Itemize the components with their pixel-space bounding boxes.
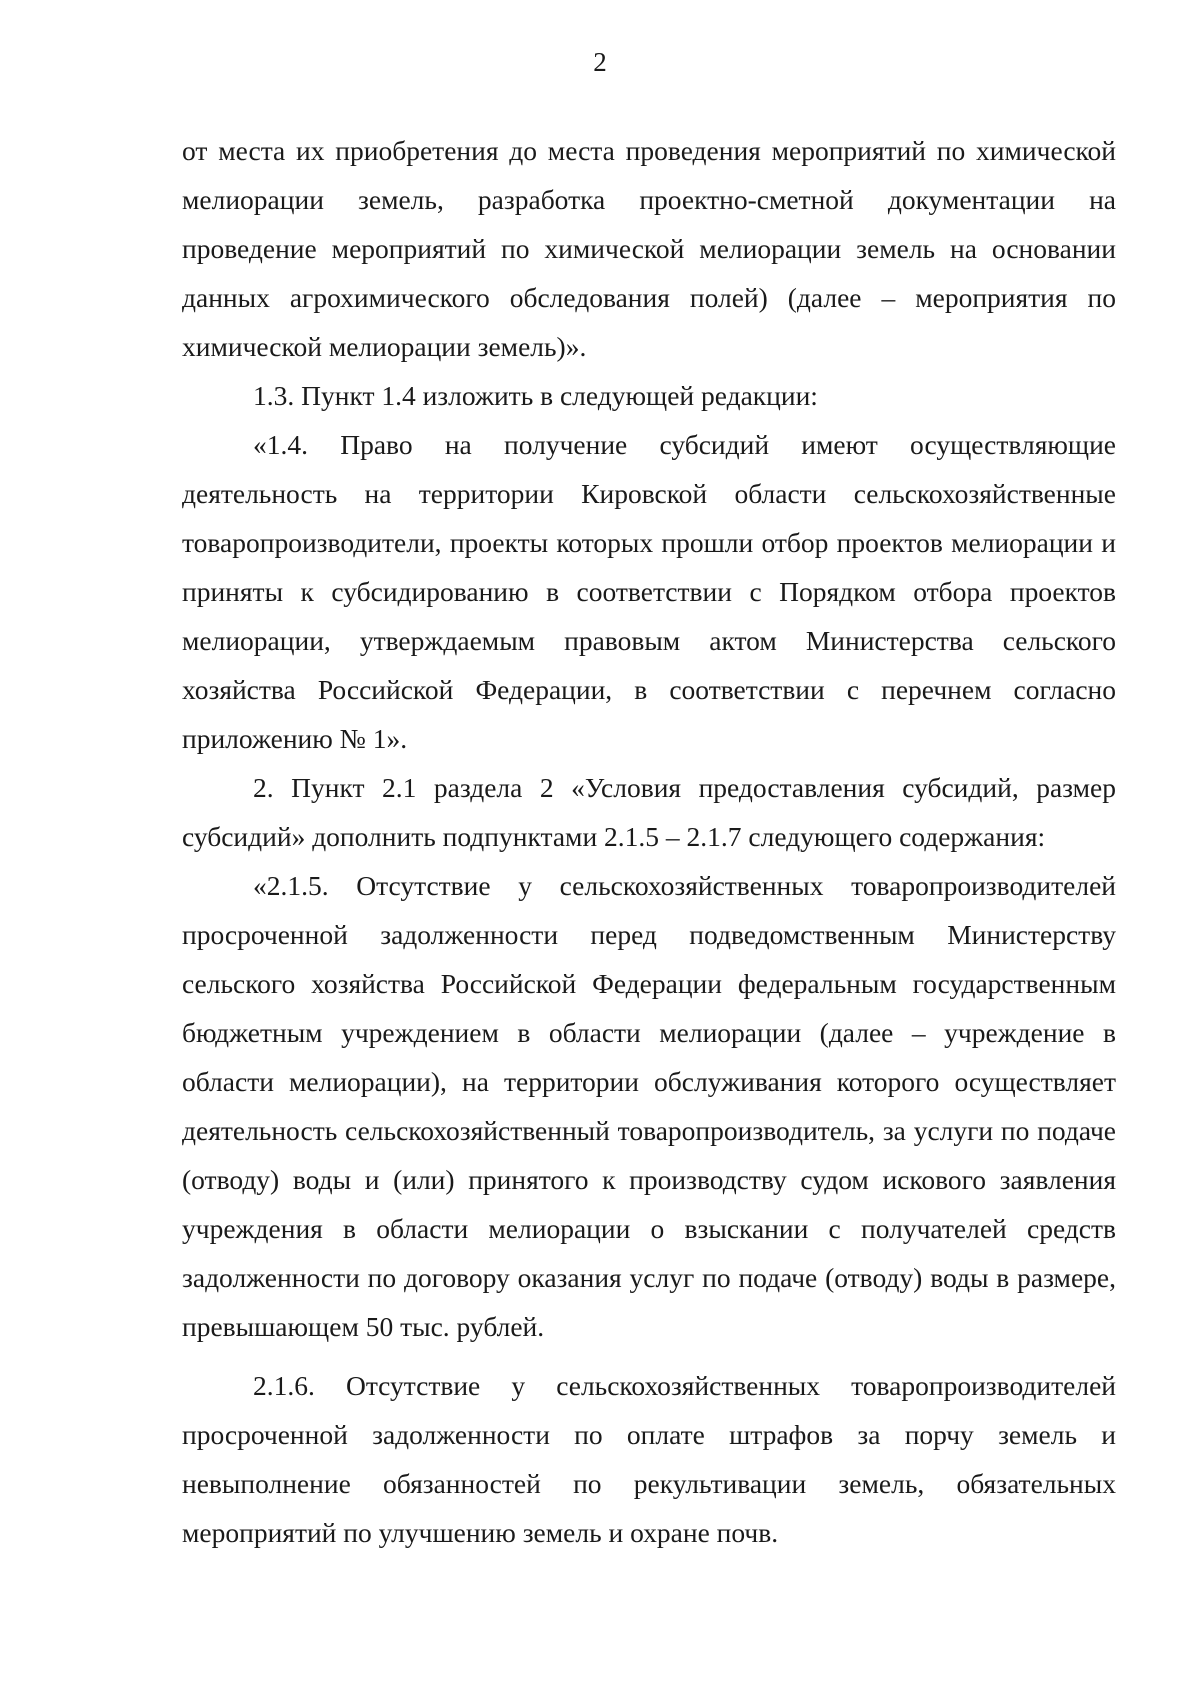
paragraph-item-1-3: 1.3. Пункт 1.4 изложить в следующей редакции: <box>253 380 818 411</box>
paragraph-continuation: от места их приобретения до места проведения мероприятий по химической мелиорации земель, разработка проектно-сметной документации на проведение мероприятий по химической мелиорации земель на основании данных агрохимического обследования полей) (далее – мероприятия по химической мелиорации земель)». <box>182 135 1116 362</box>
paragraph-item-2-1-6: 2.1.6. Отсутствие у сельскохозяйственных товаропроизводителей просроченной задолженности по оплате штрафов за порчу земель и невыполнение обязанностей по рекультивации земель, обязательных мероприятий по улучшению земель и охране почв. <box>182 1370 1116 1548</box>
page-number: 2 <box>593 47 607 77</box>
document-body <box>182 126 1116 1557</box>
paragraph-item-1-4: «1.4. Право на получение субсидий имеют осуществляющие деятельность на территории Кировской области сельскохозяйственные товаропроизводители, проекты которых прошли отбор проектов мелиорации и приняты к субсидированию в соответствии с Порядком отбора проектов мелиорации, утверждаемым правовым актом Министерства сельского хозяйства Российской Федерации, в соответствии с перечнем согласно приложению № 1». <box>182 429 1116 754</box>
paragraph-item-2: 2. Пункт 2.1 раздела 2 «Условия предоставления субсидий, размер субсидий» дополнить подпунктами 2.1.5 – 2.1.7 следующего содержания: <box>182 772 1116 852</box>
paragraph-item-2-1-5: «2.1.5. Отсутствие у сельскохозяйственных товаропроизводителей просроченной задолженности перед подведомственным Министерству сельского хозяйства Российской Федерации федеральным государственным бюджетным учреждением в области мелиорации (далее – учреждение в области мелиорации), на территории обслуживания которого осуществляет деятельность сельскохозяйственный товаропроизводитель, за услуги по подаче (отводу) воды и (или) принятого к производству судом искового заявления учреждения в области мелиорации о взыскании с получателей средств задолженности по договору оказания услуг по подаче (отводу) воды в размере, превышающем 50 тыс. рублей. <box>182 870 1116 1342</box>
